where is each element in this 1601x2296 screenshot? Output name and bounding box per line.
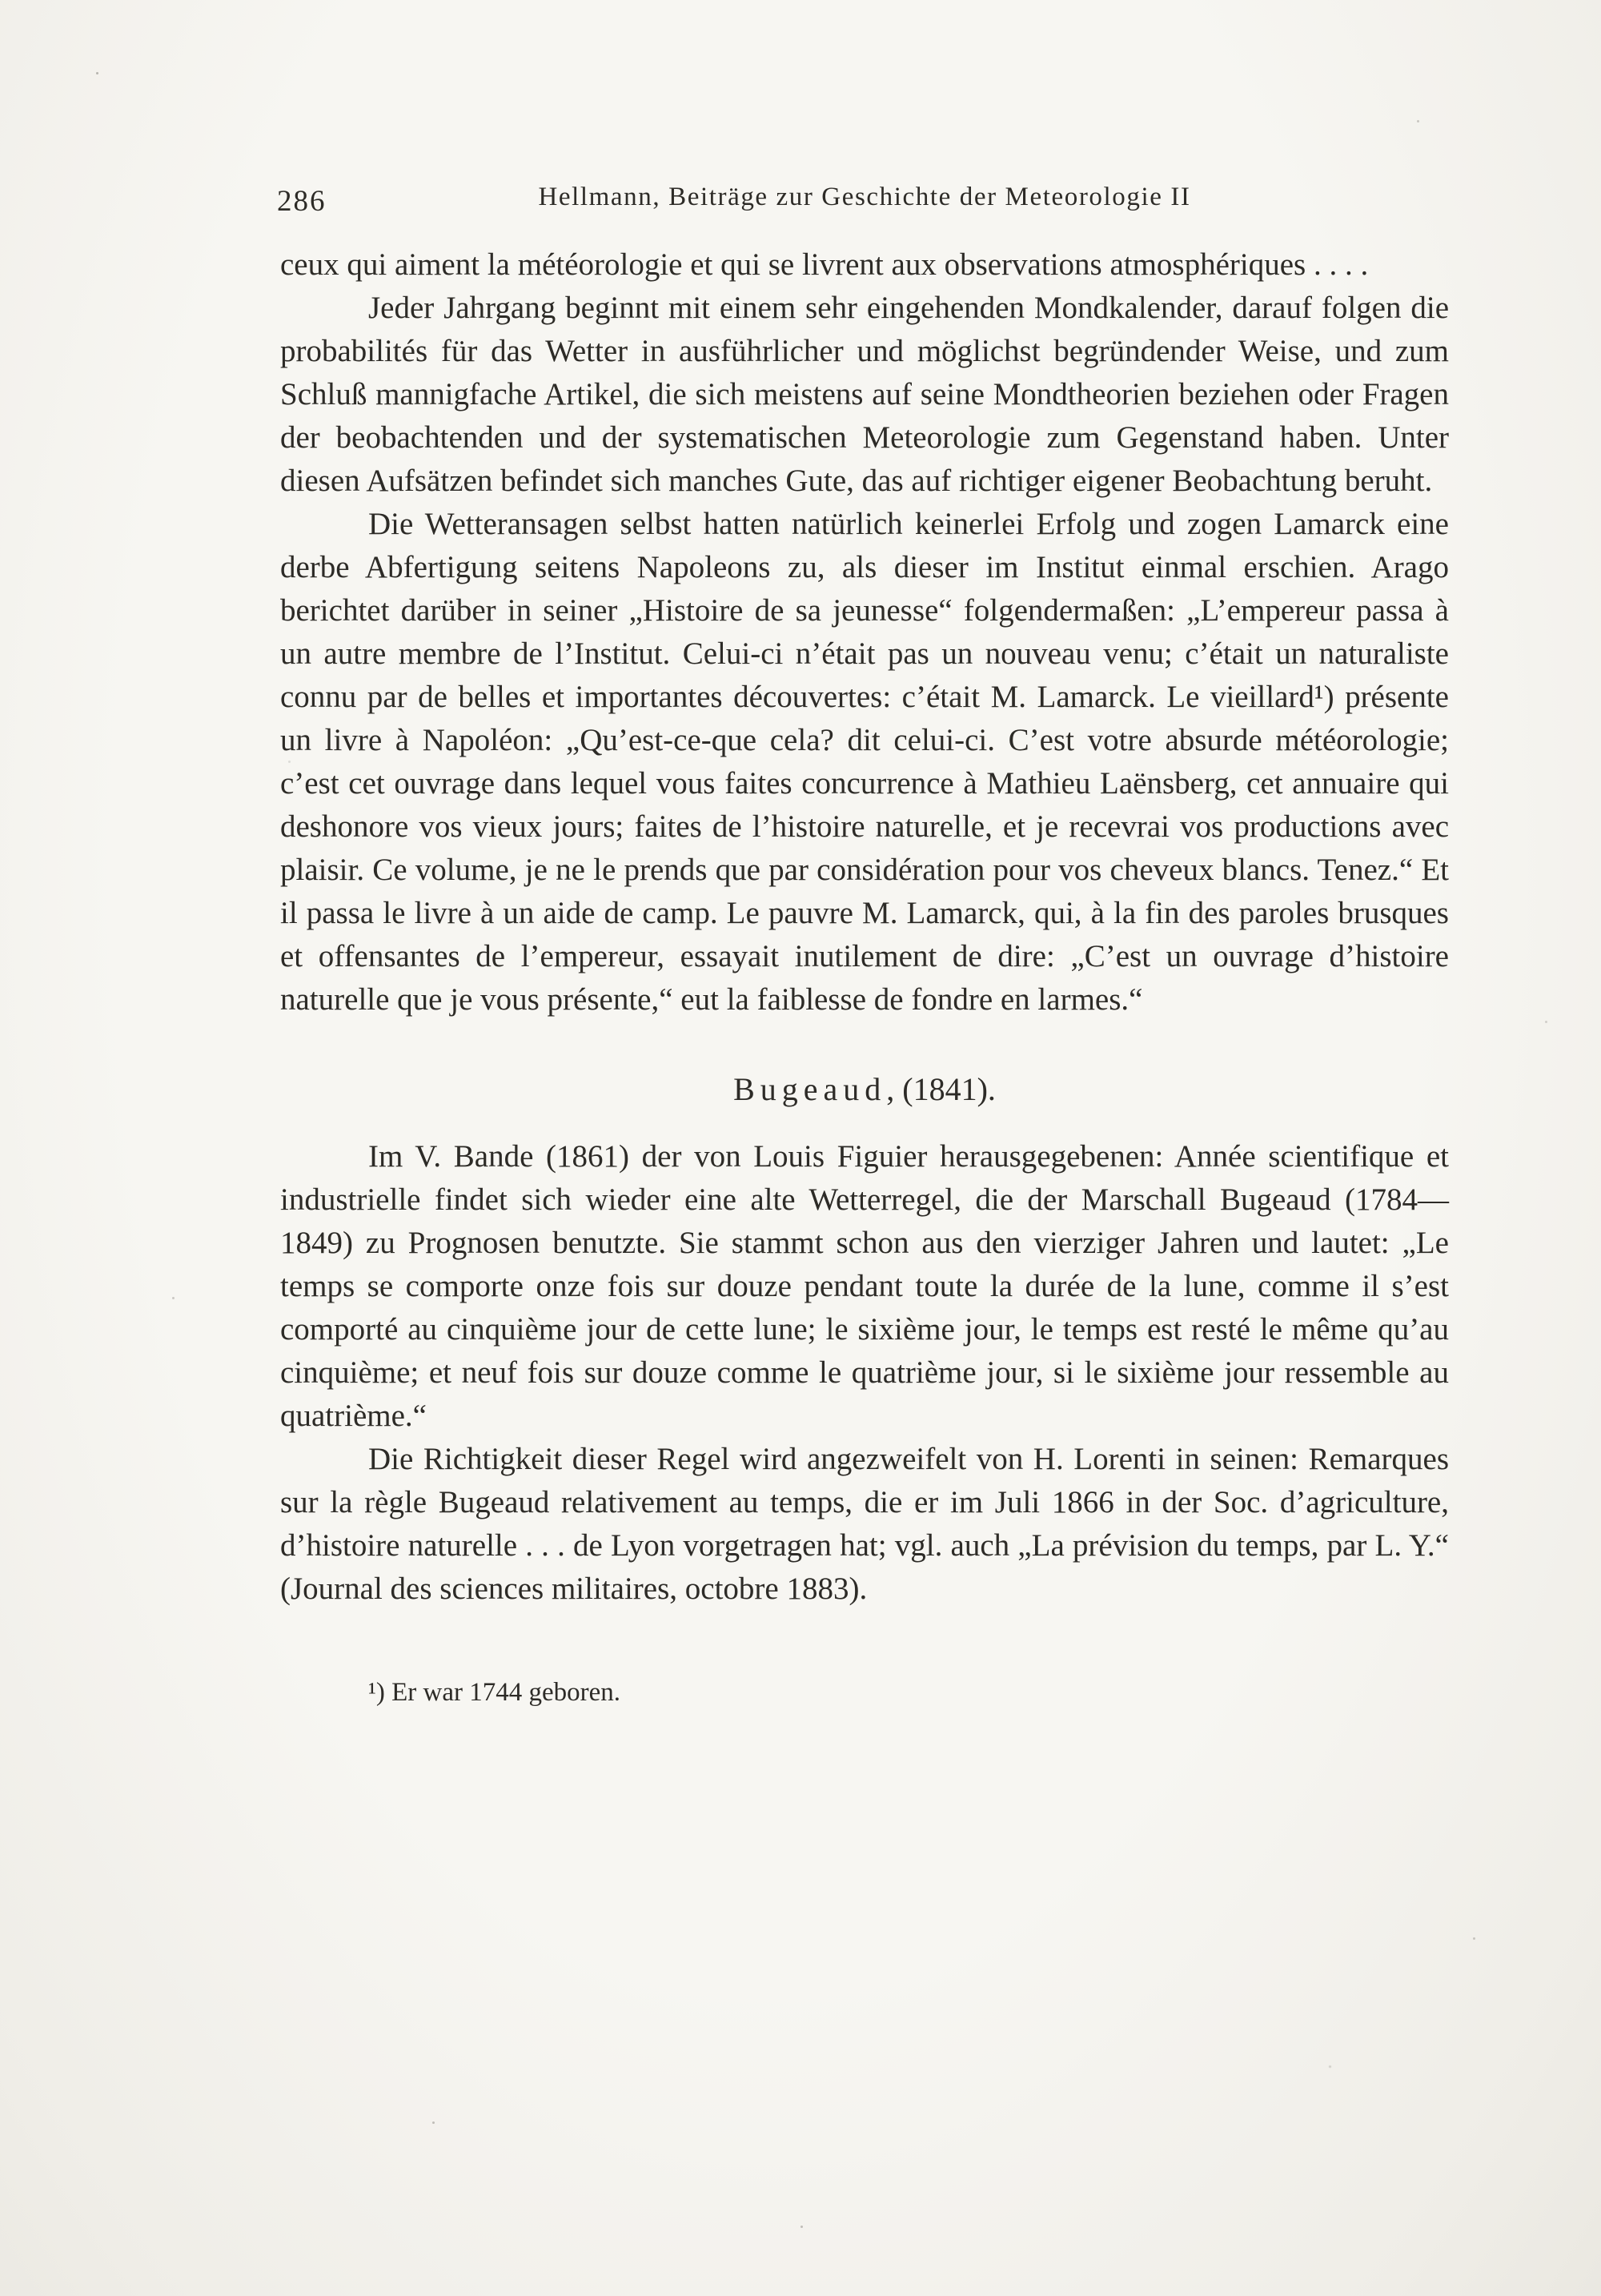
section-heading-date: , (1841). <box>886 1071 996 1107</box>
section-heading <box>280 1068 1449 1111</box>
paragraph: Jeder Jahrgang beginnt mit einem sehr eingehenden Mondkalender, darauf folgen die probabilités für das Wetter in ausführlicher und möglichst begründender Weise, und zum Schluß mannigfache Artikel, die sich meistens auf seine Mondtheorien beziehen oder Fragen der beobachtenden und der systematischen Meteorologie zum Gegenstand haben. Unter diesen Aufsätzen befindet sich manches Gute, das auf richtiger eigener Beobachtung beruht. <box>280 291 1449 498</box>
paragraph: Die Wetteransagen selbst hatten natürlich keinerlei Erfolg und zogen Lamarck eine derbe Abfertigung seitens Napoleons zu, als dieser im Institut einmal erschien. Arago berichtet darüber in seiner „Histoire de sa jeunesse“ folgendermaßen: „L’empereur passa à un autre membre de l’Institut. Celui-ci n’était pas un nouveau venu; c’était un naturaliste connu par de belles et importantes découvertes: c’était M. Lamarck. Le vieillard¹) présente un livre à Napoléon: „Qu’est-ce-que cela? dit celui-ci. C’est votre absurde météorologie; c’est cet ouvrage dans lequel vous faites concurrence à Mathieu Laënsberg, cet annuaire qui deshonore vos vieux jours; faites de l’histoire naturelle, et je recevrai vos productions avec plaisir. Ce volume, je ne le prends que par considération pour vos cheveux blancs. Tenez.“ Et il passa le livre à un aide de camp. Le pauvre M. Lamarck, qui, à la fin des paroles brusques et offensantes de l’empereur, essayait inutilement de dire: „C’est un ouvrage d’histoire naturelle que je vous présente,“ eut la faiblesse de fondre en larmes.“ <box>280 507 1449 1017</box>
paragraph: Im V. Bande (1861) der von Louis Figuier herausgegebenen: Année scientifique et industrielle findet sich wieder eine alte Wetterregel, die der Marschall Bugeaud (1784—1849) zu Prognosen benutzte. Sie stammt schon aus den vierziger Jahren und lautet: „Le temps se comporte onze fois sur douze pendant toute la durée de la lune, comme il s’est comporté au cinquième jour de cette lune; le sixième jour, le temps est resté le même qu’au cinquième; et neuf fois sur douze comme le quatrième jour, si le sixième jour ressemble au quatrième.“ <box>280 1139 1449 1433</box>
running-title: Hellmann, Beiträge zur Geschichte der Meteorologie II <box>538 183 1191 211</box>
section-heading-name: Bugeaud <box>733 1071 887 1107</box>
page-number: 286 <box>277 185 327 218</box>
footnote: ¹) Er war 1744 geboren. <box>368 1678 621 1707</box>
paragraph-continuation: ceux qui aiment la météorologie et qui se livrent aux observations atmosphériques . . . . <box>280 247 1369 282</box>
page-header <box>277 183 1449 218</box>
paragraph: Die Richtigkeit dieser Regel wird angezweifelt von H. Lorenti in seinen: Remarques sur la règle Bugeaud relativement au temps, die er im Juli 1866 in der Soc. d’agriculture, d’histoire naturelle . . . de Lyon vorgetragen hat; vgl. auch „La prévision du temps, par L. Y.“ (Journal des sciences militaires, octobre 1883). <box>280 1442 1449 1606</box>
text-block <box>280 243 1449 1710</box>
